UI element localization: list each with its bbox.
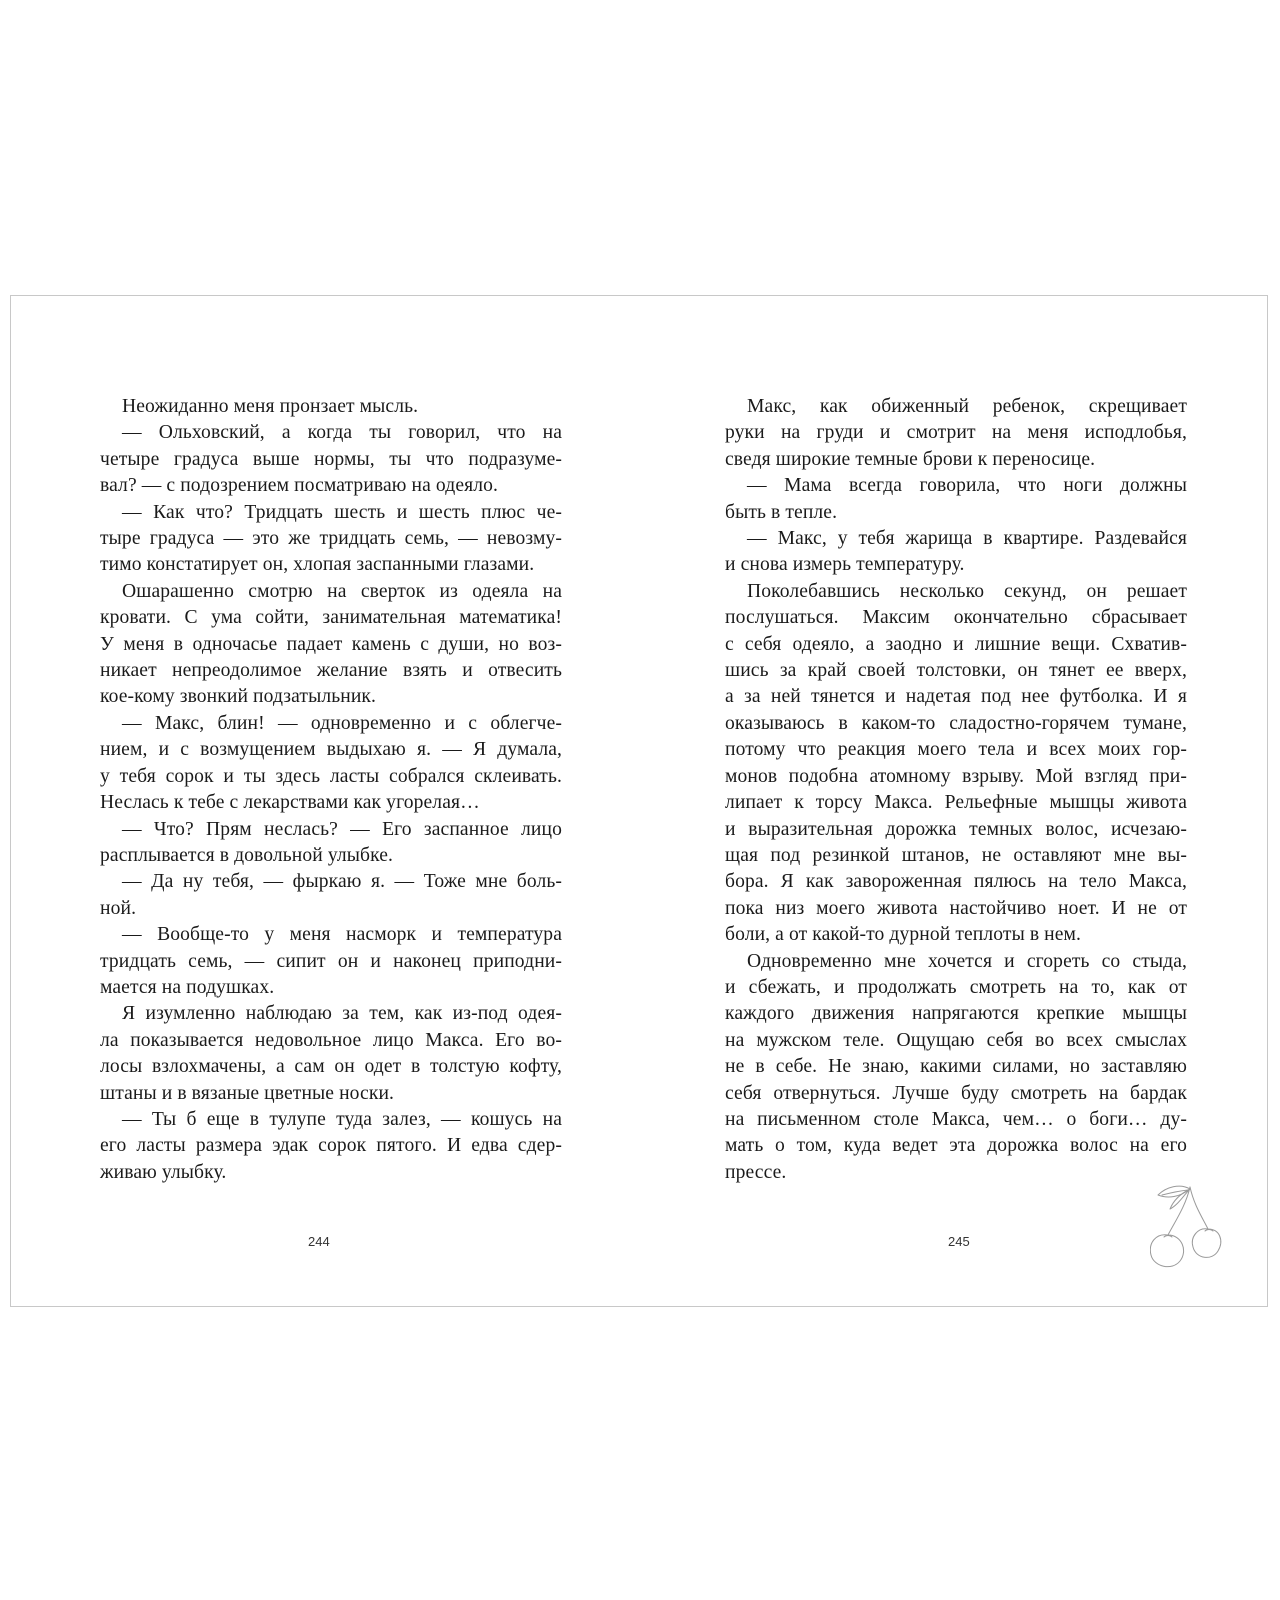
text-line: на мужском теле. Ощущаю себя во всех смыслах: [725, 1029, 1187, 1051]
left-page-text: [100, 394, 562, 1186]
text-line: боли, а от какой-то дурной теплоты в нем.: [725, 924, 1082, 946]
text-line: Неожиданно меня пронзает мысль.: [122, 396, 419, 417]
page-number-left: 244: [308, 1234, 330, 1249]
text-line: пока низ моего живота настойчиво ноет. И не от: [725, 897, 1187, 919]
text-line: Ошарашенно смотрю на сверток из одеяла на: [122, 580, 562, 602]
text-line: монов подобна атомному взрыву. Мой взгляд при-: [725, 765, 1187, 787]
text-line: и снова измерь температуру.: [725, 554, 965, 576]
text-line: кровати. С ума сойти, занимательная математика!: [100, 607, 562, 629]
text-line: его ласты размера эдак сорок пятого. И едва сдер-: [100, 1135, 562, 1157]
text-line: лосы взлохмачены, а сам он одет в толстую кофту,: [100, 1056, 562, 1078]
text-line: никает непреодолимое желание взять и отвесить: [100, 660, 562, 682]
text-line: — Как что? Тридцать шесть и шесть плюс че-: [122, 501, 562, 523]
text-line: себя отвернуться. Лучше буду смотреть на бардак: [725, 1082, 1187, 1104]
text-line: Неслась к тебе с лекарствами как угорелая…: [100, 792, 480, 814]
text-line: — Мама всегда говорила, что ноги должны: [747, 475, 1187, 497]
text-line: и сбежать, и продолжать смотреть на то, как от: [725, 976, 1187, 998]
text-line: Поколебавшись несколько секунд, он решает: [747, 580, 1187, 602]
text-line: живаю улыбку.: [100, 1161, 227, 1183]
text-line: каждого движения напрягаются крепкие мышцы: [725, 1003, 1187, 1025]
text-line: четыре градуса выше нормы, ты что подразуме-: [100, 448, 562, 470]
text-line: Я изумленно наблюдаю за тем, как из-под одея-: [122, 1003, 562, 1025]
text-line: послушаться. Максим окончательно сбрасывает: [725, 607, 1187, 629]
text-line: ной.: [100, 897, 137, 919]
text-line: и выразительная дорожка темных волос, исчезаю-: [725, 818, 1187, 840]
text-line: тридцать семь, — сипит он и наконец приподни-: [100, 950, 562, 972]
text-line: — Макс, у тебя жарища в квартире. Раздевайся: [747, 528, 1187, 550]
text-line: Макс, как обиженный ребенок, скрещивает: [747, 396, 1187, 417]
text-line: — Вообще-то у меня насморк и температура: [122, 924, 562, 946]
text-line: расплывается в довольной улыбке.: [100, 844, 394, 866]
text-line: а за ней тянется и надетая под нее футболка. И я: [725, 686, 1187, 708]
text-line: бора. Я как завороженная пялюсь на тело Макса,: [725, 871, 1187, 893]
text-line: — Что? Прям неслась? — Его заспанное лицо: [122, 818, 562, 840]
text-line: штаны и в вязаные цветные носки.: [100, 1082, 395, 1104]
text-line: нием, и с возмущением выдыхаю я. — Я думала,: [100, 739, 562, 761]
text-line: мать о том, куда ведет эта дорожка волос на его: [725, 1135, 1187, 1157]
page-number-right: 245: [948, 1234, 970, 1249]
text-line: щая под резинкой штанов, не оставляют мне вы-: [725, 844, 1187, 866]
text-line: руки на груди и смотрит на меня исподлобья,: [725, 422, 1187, 444]
text-line: оказываюсь в каком-то сладостно-горячем тумане,: [725, 712, 1187, 734]
text-line: липает к торсу Макса. Рельефные мышцы живота: [725, 792, 1187, 814]
text-line: — Ольховский, а когда ты говорил, что на: [122, 422, 562, 444]
text-line: шись за край своей толстовки, он тянет ее вверх,: [725, 660, 1187, 682]
right-page-text: [725, 394, 1187, 1186]
text-line: Одновременно мне хочется и сгореть со стыда,: [747, 950, 1187, 972]
text-line: быть в тепле.: [725, 501, 838, 523]
text-line: у тебя сорок и ты здесь ласты собрался склеивать.: [100, 765, 562, 787]
text-line: с себя одеяло, а заодно и лишние вещи. Схватив-: [725, 633, 1187, 655]
text-line: ла показывается недовольное лицо Макса. Его во-: [100, 1029, 562, 1051]
text-line: вал? — с подозрением посматриваю на одеяло.: [100, 475, 499, 497]
text-line: — Ты б еще в тулупе туда залез, — кошусь на: [122, 1108, 562, 1130]
text-line: — Да ну тебя, — фыркаю я. — Тоже мне боль-: [122, 871, 562, 893]
text-line: тимо констатирует он, хлопая заспанными глазами.: [100, 554, 535, 576]
text-line: сведя широкие темные брови к переносице.: [725, 448, 1096, 470]
text-line: тыре градуса — это же тридцать семь, — невозму-: [100, 528, 562, 550]
text-line: мается на подушках.: [100, 976, 275, 998]
text-line: не в себе. Не знаю, какими силами, но заставляю: [725, 1056, 1187, 1078]
text-line: прессе.: [725, 1161, 787, 1183]
cherry-icon: [1150, 1185, 1250, 1285]
text-line: — Макс, блин! — одновременно и с облегче-: [122, 712, 562, 734]
text-line: кое-кому звонкий подзатыльник.: [100, 686, 377, 708]
text-line: У меня в одночасье падает камень с души, но воз-: [100, 633, 562, 655]
text-line: на письменном столе Макса, чем… о боги… ду-: [725, 1108, 1187, 1130]
text-line: потому что реакция моего тела и всех моих гор-: [725, 739, 1187, 761]
